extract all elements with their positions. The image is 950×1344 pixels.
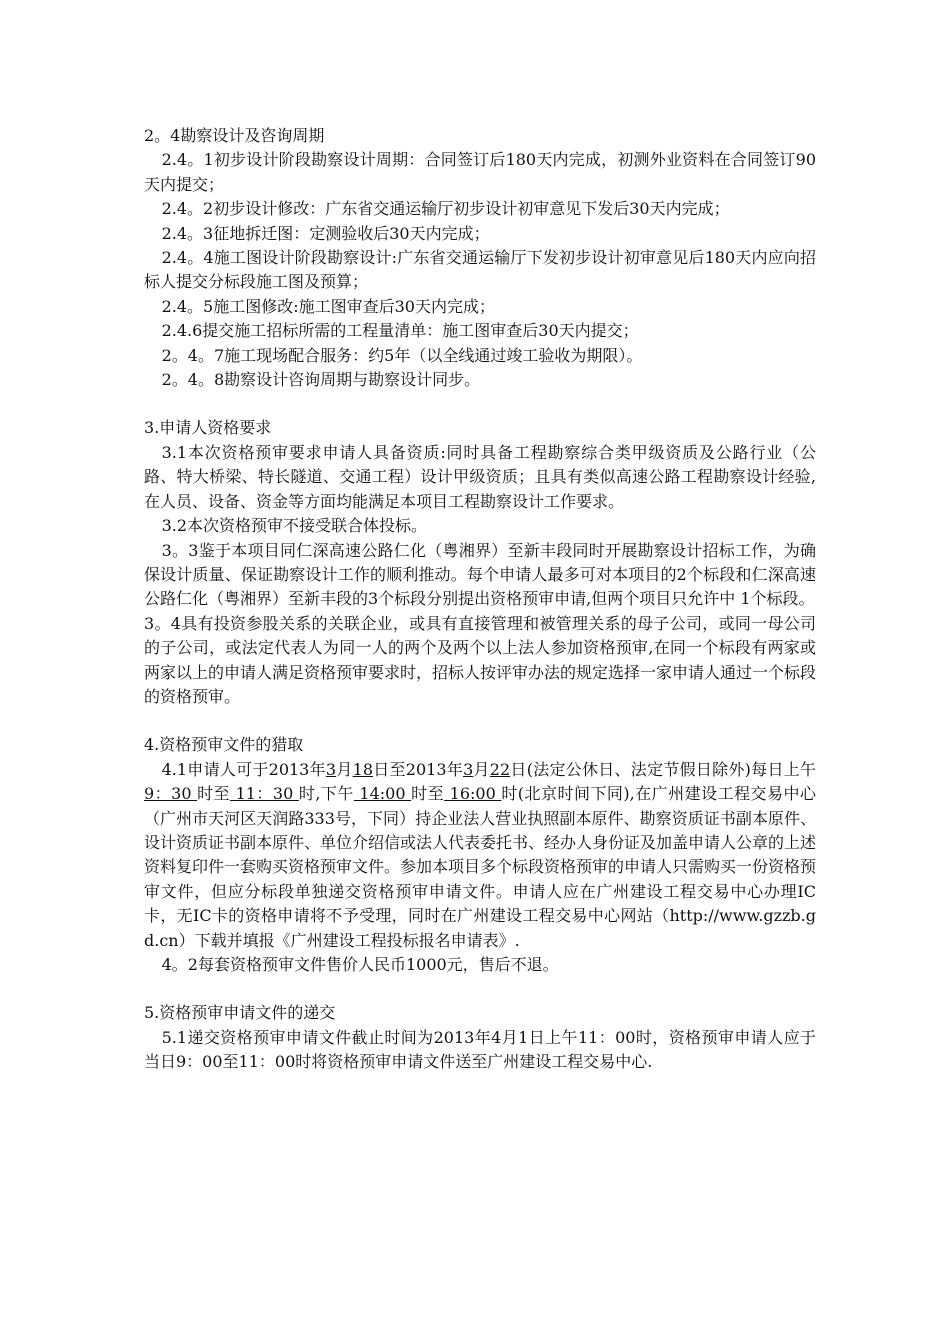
text-run: 日至2013年 [373,759,464,779]
underlined-time: 9：30 [144,784,198,804]
item-3-2: 3.2本次资格预审不接受联合体投标。 [161,516,428,536]
text-run: 月 [336,759,353,779]
item-2-4-3: 2.4。3征地拆迁图：定测验收后30天内完成； [161,223,490,243]
text-run: 月 [473,759,490,779]
item-3-1: 3.1本次资格预审要求申请人具备资质:同时具备工程勘察综合类甲级资质及公路行业（公路、特大桥梁、特长隧道、交通工程）设计甲级资质；且具有类似高速公路工程勘察设计经验,在人员、设备、资金等方面均能满足本项目工程勘察设计工作要求。 [144,442,816,511]
item-3-4: 3。4具有投资参股关系的关联企业，或具有直接管理和被管理关系的母子公司，或同一母公司的子公司，或法定代表人为同一人的两个及两个以上法人参加资格预审,在同一个标段有两家或两家以上的申请人满足资格预审要求时，招标人按评审办法的规定选择一家申请人通过一个标段的资格预审。 [144,613,817,706]
item-3-3: 3。3鉴于本项目同仁深高速公路仁化（粤湘界）至新丰段同时开展勘察设计招标工作，为确保设计质量、保证勘察设计工作的顺利推动。每个申请人最多可对本项目的2个标段和仁深高速公路仁化（粤湘界）至新丰段的3个标段分别提出资格预审申请,但两个项目只允许中 1个标段。 [144,540,816,609]
text-run: 日(法定公休日、法定节假日除外)每日上午 [510,759,816,779]
section-3-heading: 3.申请人资格要求 [144,418,272,438]
text-run: 时,下午 [298,784,354,804]
text-run: 时(北京时间下同),在广州建设工程交易中心（广州市天河区天润路333号，下同）持企业法人营业执照副本原件、勘察资质证书副本原件、设计资质证书副本原件、单位介绍信或法人代表委托书、经办人身份证及加盖申请人公章的上述资料复印件一套购买资格预审文件。参加本项目多个标段资格预审的申请人只需购买一份资格预审文件，但应分标段单独递交资格预审申请文件。申请人应在广州建设工程交易中心办理IC卡，无IC卡的资格申请将不予受理，同时在广州建设工程交易中心网站（http://www.gzzb.gd.cn）下载并填报《广州建设工程投标报名申请表》. [144,784,817,950]
underlined-day: 22 [489,759,511,779]
text-run: 时至 [197,784,231,804]
underlined-time: 11：30 [230,784,299,804]
underlined-day: 18 [352,759,373,779]
section-2-4-heading: 2。4勘察设计及咨询周期 [144,126,325,145]
item-2-4-5: 2.4。5施工图修改:施工图审查后30天内完成； [161,296,495,316]
underlined-month: 3 [325,759,337,779]
paragraph-gap [144,709,816,733]
paragraph-gap [144,392,816,416]
underlined-month: 3 [463,759,474,779]
paragraph-gap [144,977,816,1001]
item-2-4-4: 2.4。4施工图设计阶段勘察设计:广东省交通运输厅下发初步设计初审意见后180天内应向招标人提交分标段施工图及预算； [144,248,816,292]
item-2-4-1: 2.4。1初步设计阶段勘察设计周期：合同签订后180天内完成，初测外业资料在合同签订90天内提交； [144,150,816,194]
section-5-heading: 5.资格预审申请文件的递交 [144,1003,336,1023]
text-run: 时至 [411,784,445,804]
text-run: 4.1申请人可于2013年 [161,759,326,779]
section-4-heading: 4.资格预审文件的猎取 [144,735,304,755]
item-2-4-2: 2.4。2初步设计修改：广东省交通运输厅初步设计初审意见下发后30天内完成； [161,199,730,219]
underlined-time: 14:00 [353,784,412,804]
underlined-time: 16:00 [444,784,502,804]
item-5-1: 5.1递交资格预审申请文件截止时间为2013年4月1日上午11：00时，资格预审申请人应于当日9：00至11：00时将资格预审申请文件送至广州建设工程交易中心. [144,1027,816,1072]
item-2-4-7: 2。4。7施工现场配合服务：约5年（以全线通过竣工验收为期限）。 [161,345,643,365]
item-4-1 [144,758,816,953]
document-page [144,124,816,1075]
item-2-4-8: 2。4。8勘察设计咨询周期与勘察设计同步。 [161,370,481,390]
item-4-2: 4。2每套资格预审文件售价人民币1000元，售后不退。 [161,955,559,974]
item-2-4-6: 2.4.6提交施工招标所需的工程量清单：施工图审查后30天内提交； [161,321,639,341]
